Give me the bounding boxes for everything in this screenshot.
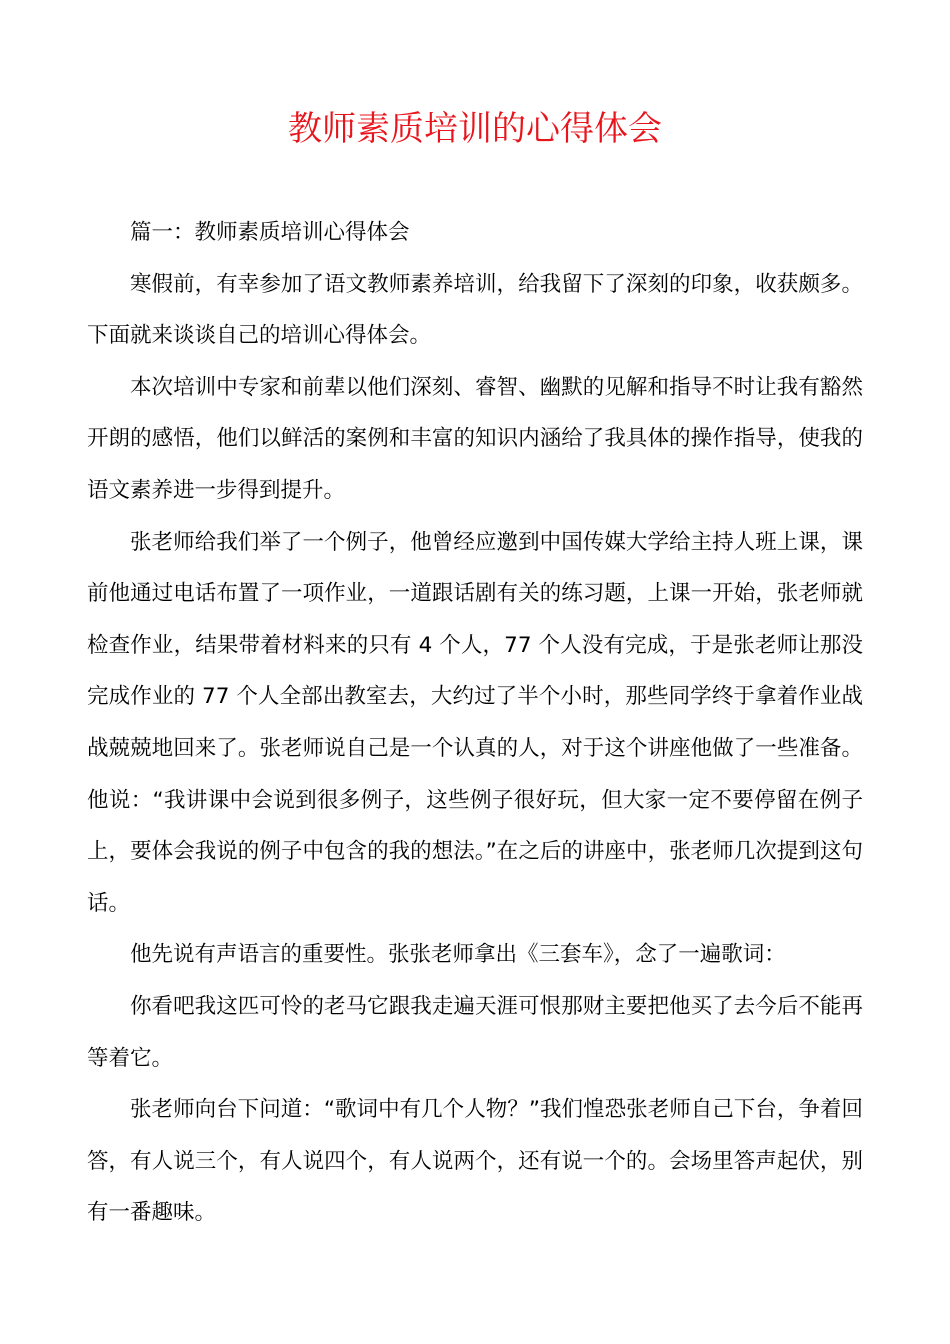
paragraph-lyrics: 你看吧我这匹可怜的老马它跟我走遍天涯可恨那财主要把他买了去今后不能再等着它。 [87,993,863,1071]
paragraph: 张老师给我们举了一个例子，他曾经应邀到中国传媒大学给主持人班上课，课前他通过电话布置了一项作业，一道跟话剧有关的练习题，上课一开始，张老师就检查作业，结果带着材料来的只有 4 个人，77 个人没有完成，于是张老师让那没完成作业的 77 个人全部出教室去，大约过了半个小时，那些同学终于拿着作业战战兢兢地回来了。张老师说自己是一个认真的人，对于这个讲座他做了一些准备。他说：“我讲课中会说到很多例子，这些例子很好玩，但大家一定不要停留在例子上，要体会我说的例子中包含的我的想法。”在之后的讲座中，张老师几次提到这句话。 [87,529,863,916]
paragraph-section-heading: 篇一：教师素质培训心得体会 [130,220,410,245]
paragraph: 本次培训中专家和前辈以他们深刻、睿智、幽默的见解和指导不时让我有豁然开朗的感悟，他们以鲜活的案例和丰富的知识内涵给了我具体的操作指导，使我的语文素养进一步得到提升。 [87,374,863,503]
paragraph: 寒假前，有幸参加了语文教师素养培训，给我留下了深刻的印象，收获颇多。下面就来谈谈自己的培训心得体会。 [87,271,863,349]
document-body [87,207,863,1239]
paragraph: 他先说有声语言的重要性。张张老师拿出《三套车》，念了一遍歌词： [130,942,786,968]
paragraph: 张老师向台下问道：“歌词中有几个人物？”我们惶恐张老师自己下台，争着回答，有人说三个，有人说四个，有人说两个，还有说一个的。会场里答声起伏，别有一番趣味。 [87,1097,863,1226]
document-title: 教师素质培训的心得体会 [288,109,662,149]
